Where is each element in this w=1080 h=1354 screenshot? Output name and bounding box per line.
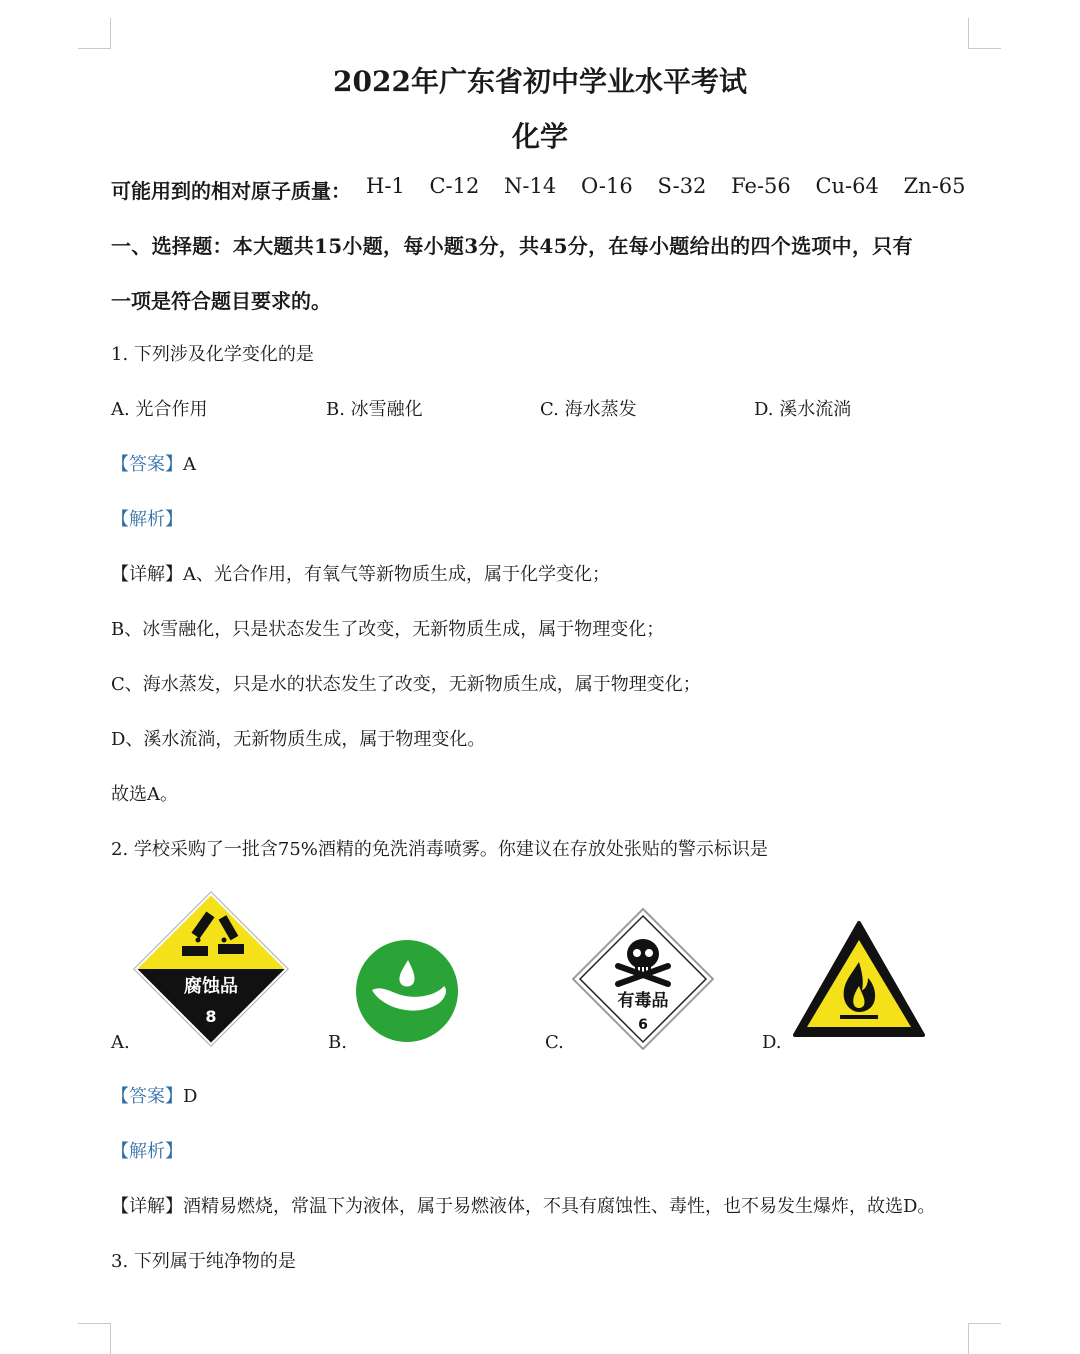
sign-c-number: 6	[638, 1017, 648, 1033]
q1-option-a: A. 光合作用	[111, 399, 208, 420]
question-2-stem: 2. 学校采购了一批含75%酒精的免洗消毒喷雾。你建议在存放处张贴的警示标识是	[111, 839, 768, 860]
q2-option-c-letter: C.	[545, 1032, 564, 1053]
crop-mark-top-left	[78, 18, 111, 49]
q2-option-d-letter: D.	[762, 1032, 782, 1053]
mass-item: N-14	[504, 174, 557, 198]
q1-detail-line	[111, 560, 610, 586]
q1-analysis-label: 【解析】	[111, 509, 183, 530]
question-1-stem: 1. 下列涉及化学变化的是	[111, 344, 314, 365]
page-title: 2022年广东省初中学业水平考试	[333, 65, 747, 98]
corrosive-sign-icon	[132, 890, 290, 1048]
q1-conclusion: 故选A。	[111, 784, 178, 805]
sign-c-label: 有毒品	[617, 991, 669, 1011]
q2-option-b-letter: B.	[328, 1032, 347, 1053]
q2-analysis-label: 【解析】	[111, 1141, 183, 1162]
answer-label: 【答案】	[111, 1086, 183, 1107]
q1-detail-line: D、溪水流淌，无新物质生成，属于物理变化。	[111, 729, 486, 750]
section-heading-line2: 一项是符合题目要求的。	[111, 289, 331, 313]
q1-option-b: B. 冰雪融化	[326, 399, 423, 420]
mass-item: S-32	[657, 174, 707, 198]
crop-mark-bottom-left	[78, 1323, 111, 1354]
detail-text: 酒精易燃烧，常温下为液体，属于易燃液体，不具有腐蚀性、毒性，也不易发生爆炸，故选D。	[183, 1196, 936, 1217]
atomic-mass-label: 可能用到的相对原子质量：	[111, 179, 351, 203]
detail-label: 【详解】	[111, 564, 183, 585]
mass-item: Zn-65	[903, 174, 966, 198]
detail-text: A、光合作用，有氧气等新物质生成，属于化学变化；	[183, 564, 610, 585]
water-saving-sign-icon	[354, 938, 460, 1044]
mass-item: Fe-56	[731, 174, 791, 198]
subject-title: 化学	[511, 120, 568, 153]
answer-label: 【答案】	[111, 454, 183, 475]
q2-detail-line	[111, 1192, 935, 1218]
mass-item: C-12	[429, 174, 480, 198]
q1-detail-line: B、冰雪融化，只是状态发生了改变，无新物质生成，属于物理变化；	[111, 619, 665, 640]
q1-option-c: C. 海水蒸发	[540, 399, 637, 420]
atomic-mass-list	[366, 174, 966, 198]
section-heading-line1: 一、选择题：本大题共15小题，每小题3分，共45分，在每小题给出的四个选项中，只有	[111, 234, 913, 258]
mass-item: O-16	[580, 174, 633, 198]
mass-item: Cu-64	[815, 174, 879, 198]
detail-label: 【详解】	[111, 1196, 183, 1217]
answer-value: D	[183, 1086, 198, 1107]
q1-option-d: D. 溪水流淌	[754, 399, 852, 420]
crop-mark-bottom-right	[968, 1323, 1001, 1354]
toxic-sign-icon	[572, 908, 714, 1050]
sign-a-label: 腐蚀品	[184, 976, 238, 997]
q2-option-a-letter: A.	[111, 1032, 130, 1053]
flammable-sign-icon	[792, 920, 926, 1038]
q1-detail-line: C、海水蒸发，只是水的状态发生了改变，无新物质生成，属于物理变化；	[111, 674, 701, 695]
q1-answer	[111, 450, 196, 476]
question-3-stem: 3. 下列属于纯净物的是	[111, 1251, 296, 1272]
q2-answer	[111, 1082, 197, 1108]
crop-mark-top-right	[968, 18, 1001, 49]
sign-a-number: 8	[205, 1007, 217, 1026]
mass-item: H-1	[366, 174, 405, 198]
answer-value: A	[183, 454, 196, 475]
